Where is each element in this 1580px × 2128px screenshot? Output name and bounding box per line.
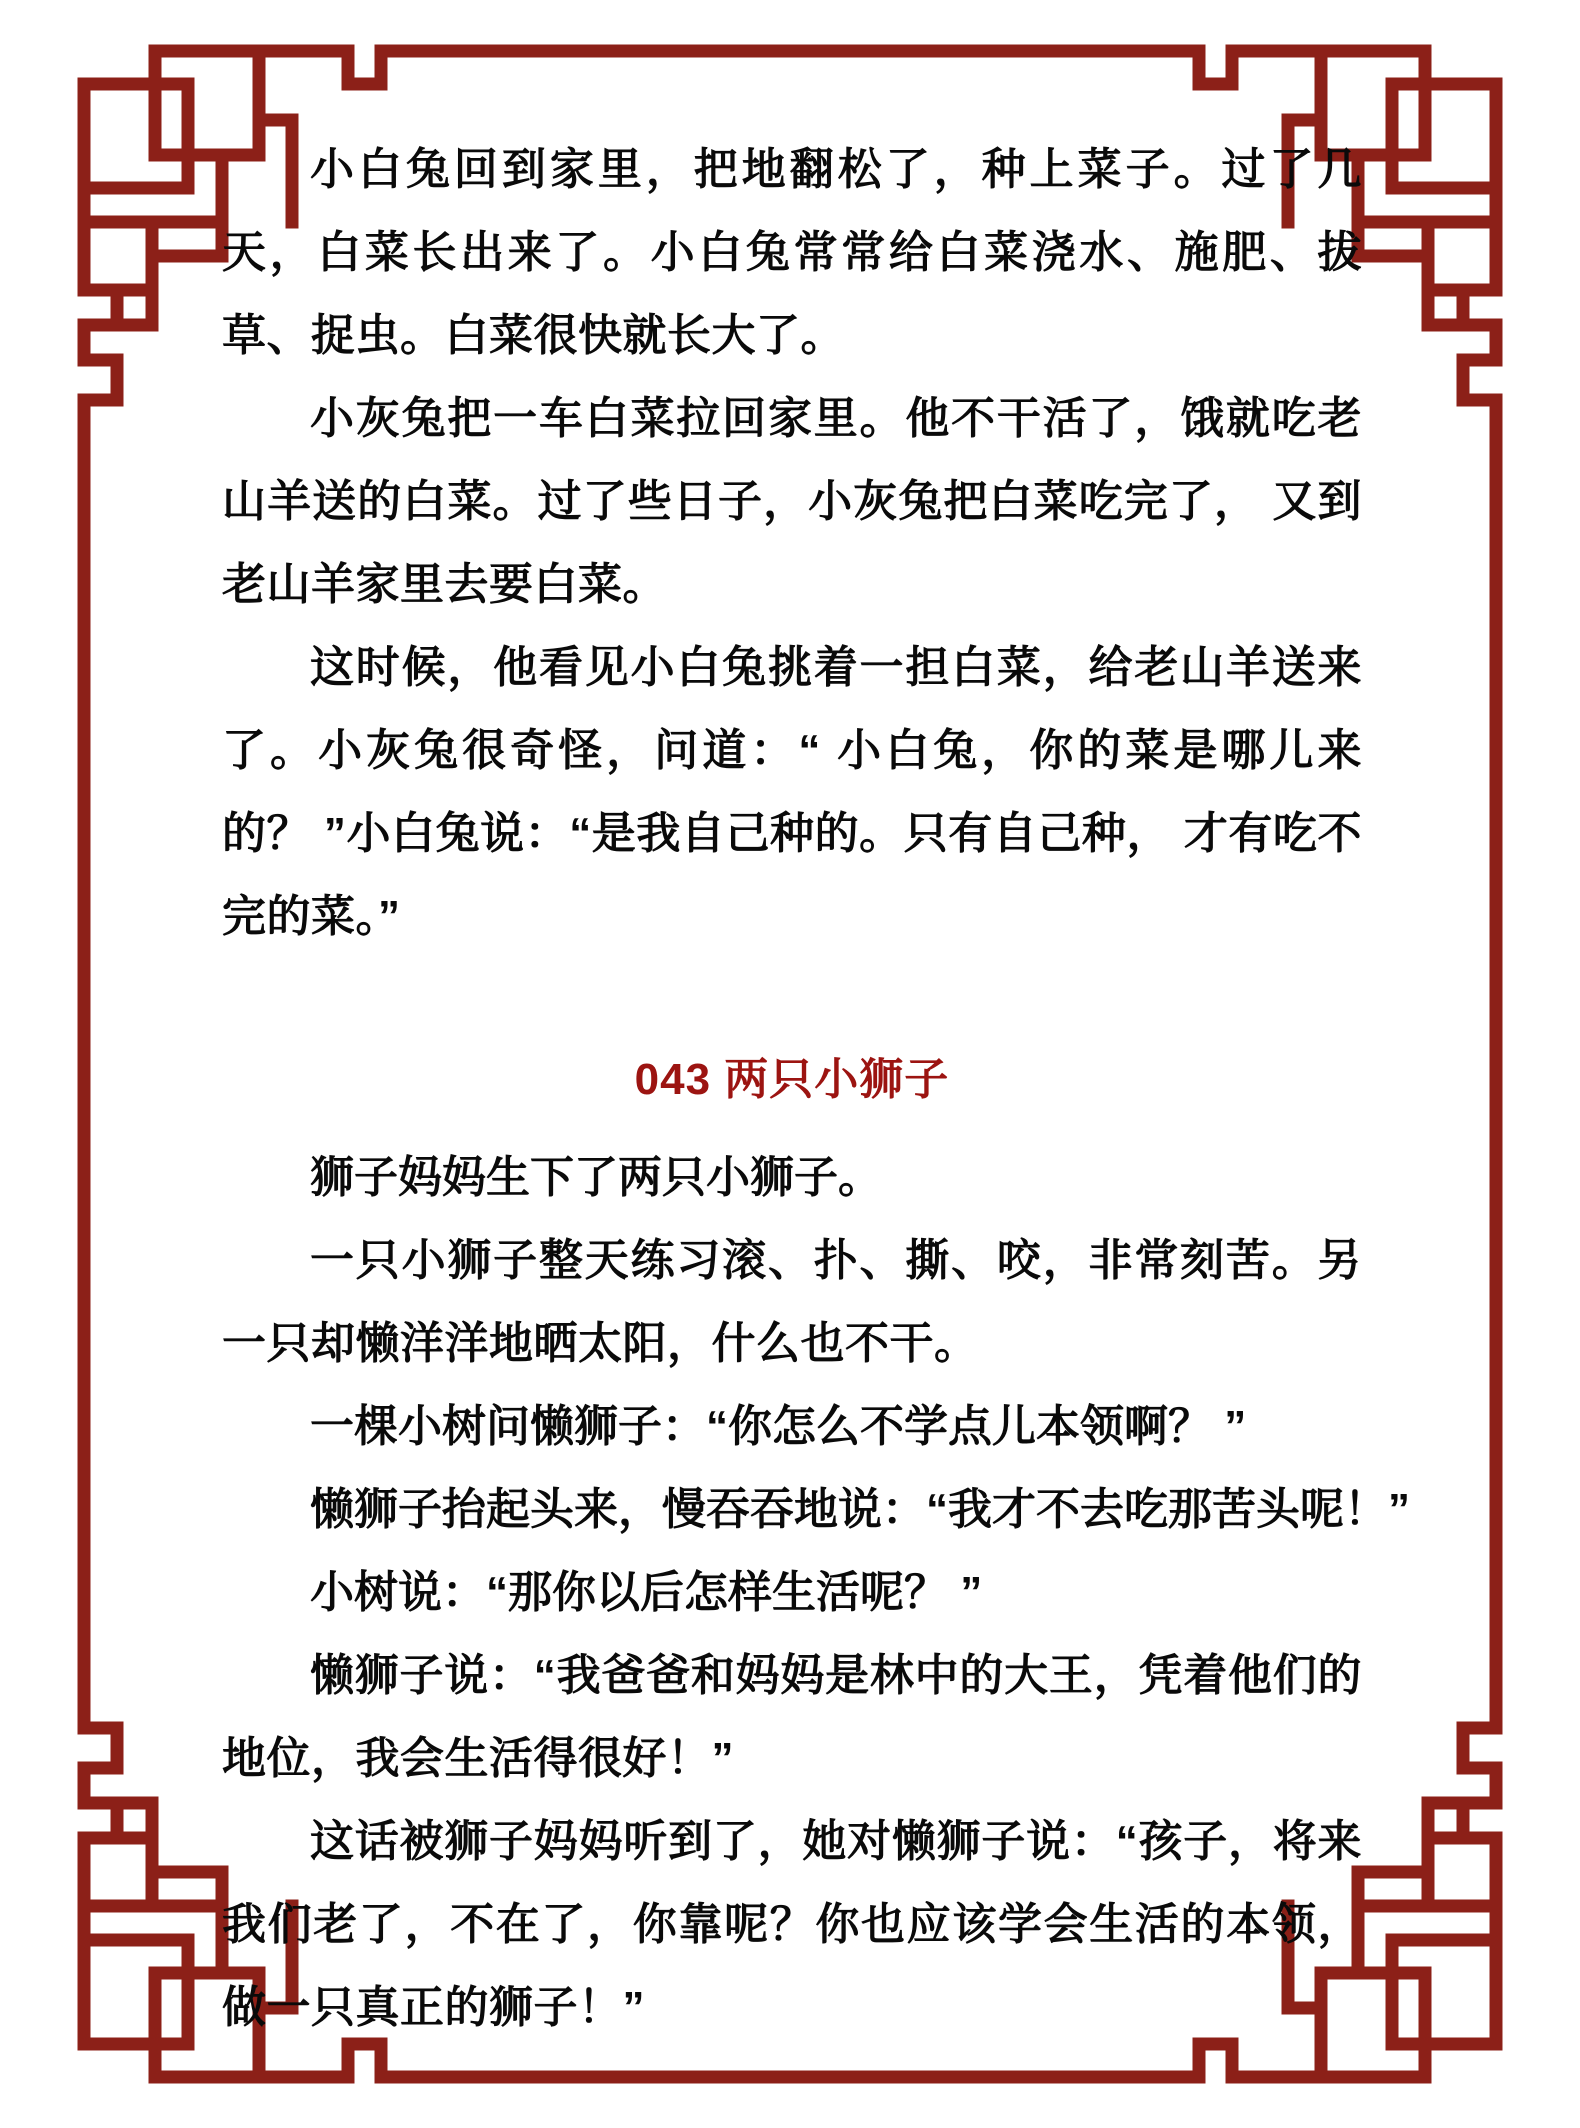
paragraph-section-6: 懒狮子说：“我爸爸和妈妈是林中的大王，凭着他们的地位，我会生活得很好！” <box>222 1651 1362 1783</box>
paragraph-prev-1: 小白兔回到家里，把地翻松了，种上菜子。过了几天，白菜长出来了。小白兔常常给白菜浇水、施肥、拔草、捉虫。白菜很快就长大了。 <box>222 145 1362 360</box>
paragraph-section-4: 懒狮子抬起头来，慢吞吞地说：“我才不去吃那苦头呢！” <box>310 1485 1410 1534</box>
paragraph-prev-2: 小灰兔把一车白菜拉回家里。他不干活了，饿就吃老山羊送的白菜。过了些日子，小灰兔把白菜吃完了， 又到老山羊家里去要白菜。 <box>222 394 1362 609</box>
paragraph-section-5: 小树说：“那你以后怎样生活呢？ ” <box>310 1568 983 1617</box>
document-content <box>222 128 1410 2049</box>
paragraph-section-3: 一棵小树问懒狮子：“你怎么不学点儿本领啊？ ” <box>310 1402 1247 1451</box>
paragraph-section-2: 一只小狮子整天练习滚、扑、撕、咬，非常刻苦。另一只却懒洋洋地晒太阳，什么也不干。 <box>222 1236 1362 1368</box>
paragraph-section-1: 狮子妈妈生下了两只小狮子。 <box>310 1153 882 1202</box>
paragraph-prev-3: 这时候，他看见小白兔挑着一担白菜，给老山羊送来了。小灰兔很奇怪，问道：“ 小白兔，你的菜是哪儿来的？ ”小白兔说：“是我自己种的。只有自己种， 才有吃不完的菜。” <box>222 643 1362 941</box>
paragraph-section-7: 这话被狮子妈妈听到了，她对懒狮子说：“孩子，将来我们老了，不在了，你靠呢？你也应该学会生活的本领，做一只真正的狮子！” <box>222 1817 1362 2032</box>
section-heading: 043 两只小狮子 <box>634 1055 950 1104</box>
